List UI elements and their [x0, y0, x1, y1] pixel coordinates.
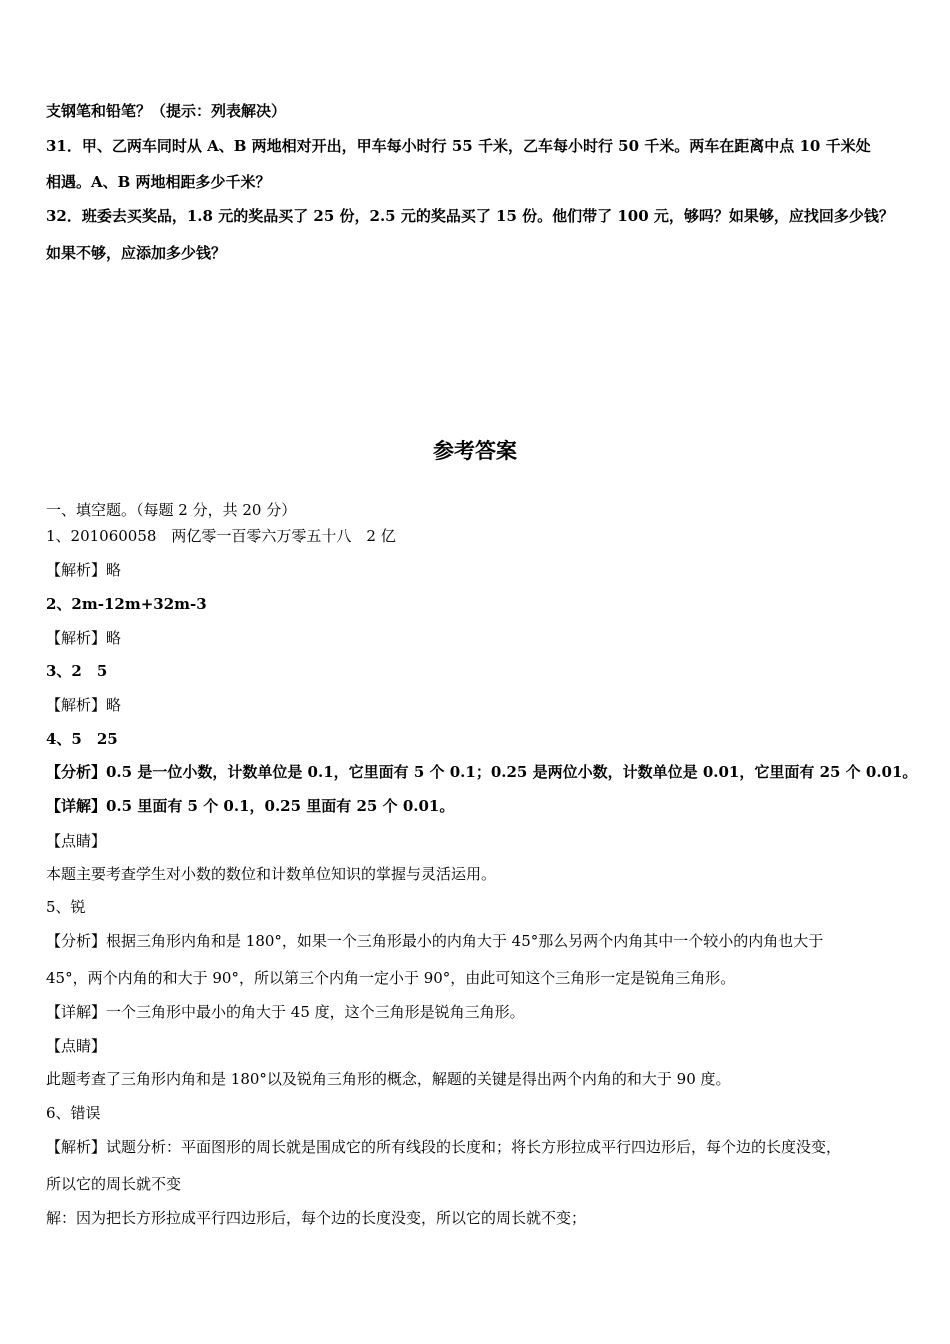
answer-2: 2、2m-12m+32m-3 [46, 595, 207, 613]
question-31-line-2: 相遇。A、B 两地相距多少千米？ [46, 173, 271, 191]
answer-5-dianjing-text: 此题考查了三角形内角和是 180°以及锐角三角形的概念，解题的关键是得出两个内角的和大于 90 度。 [46, 1070, 731, 1088]
answer-5-dianjing: 【点睛】 [46, 1037, 107, 1055]
answer-4-dianjing: 【点睛】 [46, 832, 107, 850]
answer-4-dianjing-text: 本题主要考查学生对小数的数位和计数单位知识的掌握与灵活运用。 [46, 865, 497, 883]
answer-4-fenxi: 【分析】0.5 是一位小数，计数单位是 0.1，它里面有 5 个 0.1；0.25 是两位小数，计数单位是 0.01，它里面有 25 个 0.01。 [46, 763, 918, 781]
answer-5-xiangjie: 【详解】一个三角形中最小的角大于 45 度，这个三角形是锐角三角形。 [46, 1003, 525, 1021]
answer-6: 6、错误 [46, 1104, 101, 1122]
section-1-header: 一、填空题。（每题 2 分，共 20 分） [46, 501, 297, 519]
answer-5: 5、锐 [46, 898, 86, 916]
question-31-line-1: 31．甲、乙两车同时从 A、B 两地相对开出，甲车每小时行 55 千米，乙车每小时行 50 千米。两车在距离中点 10 千米处 [46, 137, 871, 155]
answer-6-analysis-line-2: 所以它的周长就不变 [46, 1175, 182, 1193]
answer-6-analysis-line-1: 【解析】试题分析：平面图形的周长就是围成它的所有线段的长度和；将长方形拉成平行四边形后，每个边的长度没变， [46, 1138, 842, 1156]
question-32-line-1: 32．班委去买奖品，1.8 元的奖品买了 25 份，2.5 元的奖品买了 15 份。他们带了 100 元，够吗？如果够，应找回多少钱？ [46, 207, 894, 225]
answer-2-analysis: 【解析】略 [46, 629, 122, 647]
question-32-line-2: 如果不够，应添加多少钱？ [46, 244, 227, 262]
answer-3-analysis: 【解析】略 [46, 696, 122, 714]
question-30-tail: 支钢笔和铅笔？（提示：列表解决） [46, 102, 287, 120]
answer-1: 1、201060058 两亿零一百零六万零五十八 2 亿 [46, 527, 396, 545]
answer-4: 4、5 25 [46, 730, 118, 748]
answer-5-fenxi-line-1: 【分析】根据三角形内角和是 180°，如果一个三角形最小的内角大于 45°那么另两个内角其中一个较小的内角也大于 [46, 932, 824, 950]
answer-1-analysis: 【解析】略 [46, 561, 122, 579]
answer-6-solution: 解：因为把长方形拉成平行四边形后，每个边的长度没变，所以它的周长就不变； [46, 1209, 587, 1227]
answer-3: 3、2 5 [46, 662, 108, 680]
answer-4-xiangjie: 【详解】0.5 里面有 5 个 0.1，0.25 里面有 25 个 0.01。 [46, 797, 455, 815]
answers-title: 参考答案 [433, 439, 517, 463]
answer-5-fenxi-line-2: 45°，两个内角的和大于 90°，所以第三个内角一定小于 90°，由此可知这个三角形一定是锐角三角形。 [46, 969, 736, 987]
